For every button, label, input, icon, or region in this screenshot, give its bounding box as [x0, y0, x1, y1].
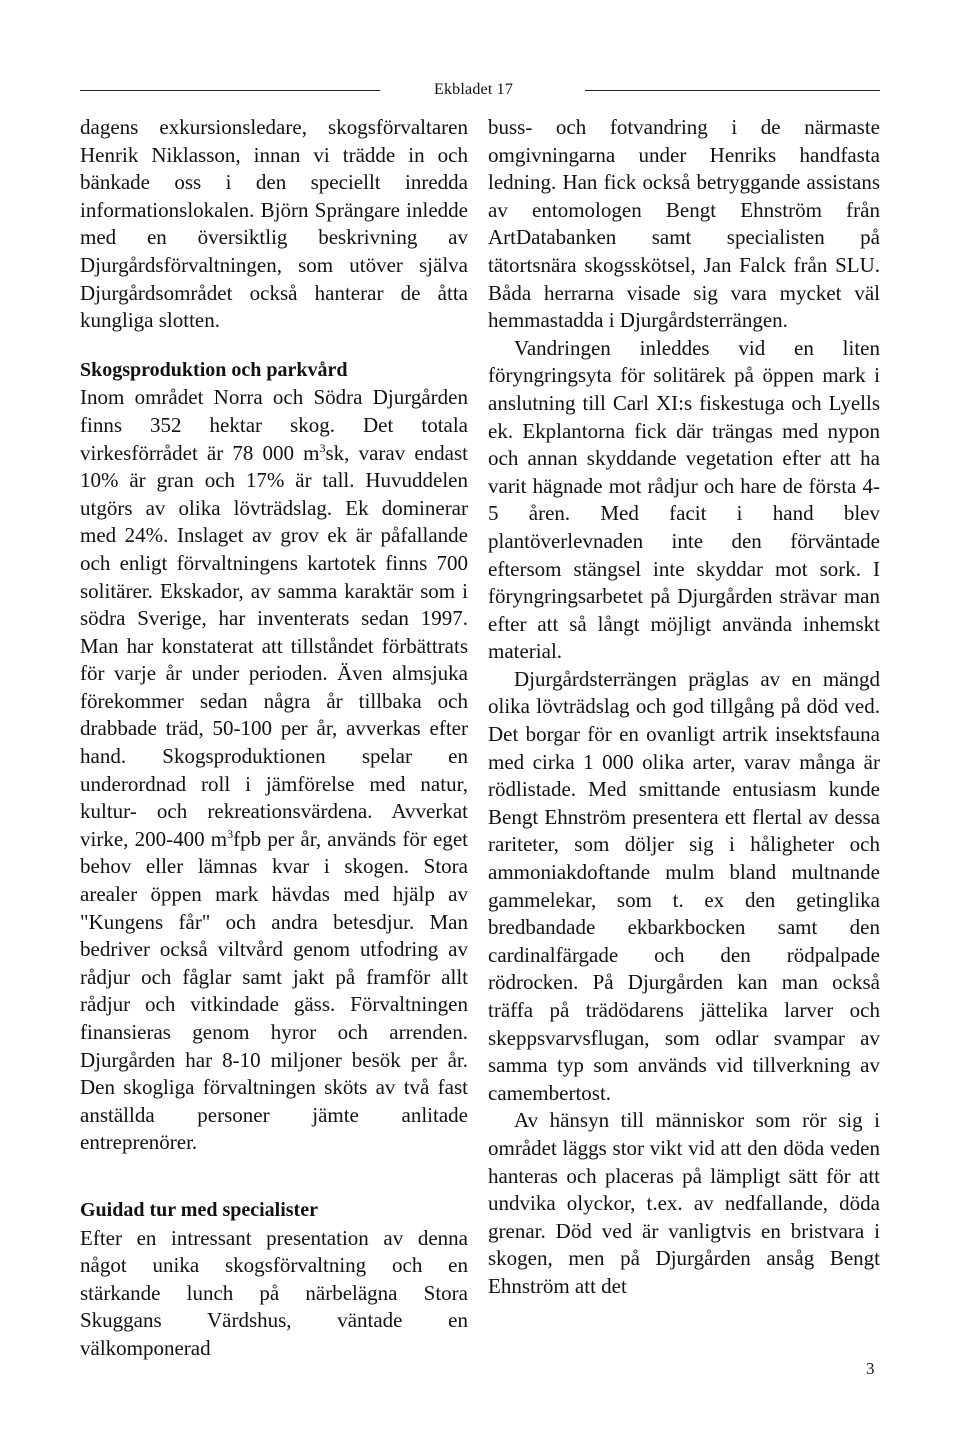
left-paragraph-2 [80, 384, 468, 1157]
page-number: 3 [866, 1359, 875, 1378]
right-column [488, 114, 880, 1301]
superscript: 3 [227, 826, 234, 841]
paragraph-text: Inom området Norra och Södra Djurgården finns 352 hektar skog. Det totala virkesförrådet är 78 000 m [80, 385, 468, 465]
right-paragraph-1: buss- och fotvandring i de närmaste omgivningarna under Henriks handfasta ledning. Han fick också betryggande assistans av entomologen Bengt Ehnström från ArtDatabanken samt specialisten på tätortsnära skogsskötsel, Jan Falck från SLU. Båda herrarna visade sig vara mycket väl hemmastadda i Djurgårdsterrängen. [488, 115, 880, 333]
right-paragraph-2: Vandringen inleddes vid en liten föryngringsyta för solitärek på öppen mark i anslutning till Carl XI:s fiskestuga och Lyells ek. Ekplantorna fick där trängas med nypon och annan skyddande vegetation efter att ha varit hägnade mot rådjur och hare de första 4-5 åren. Med facit i hand blev plantöverlevnaden inte den förväntade eftersom stängsel inte skyddar mot sork. I föryngringsarbetet på Djurgården strävar man efter att så långt möjligt använda inhemskt material. [488, 335, 880, 664]
right-paragraph-4: Av hänsyn till människor som rör sig i området läggs stor vikt vid att den döda veden hanteras och placeras på lämpligt sätt för att undvika olyckor, t.ex. av nedfallande, döda grenar. Död ved är vanligtvis en bristvara i skogen, men på Djurgården ansåg Bengt Ehnström att det [488, 1108, 880, 1298]
page-header [80, 78, 880, 102]
header-rule-right [585, 90, 880, 91]
left-paragraph-3: Efter en intressant presentation av denna något unika skogsförvaltning och en stärkande lunch på närbelägna Stora Skuggans Värdshus, väntade en välkomponerad [80, 1225, 468, 1360]
publication-title: Ekbladet 17 [434, 81, 514, 98]
section-heading-guidad-tur: Guidad tur med specialister [80, 1198, 318, 1221]
left-paragraph-1: dagens exkursionsledare, skogsförvaltaren Henrik Niklasson, innan vi trädde in och bänkade oss i den speciellt inredda informationslokalen. Björn Sprängare inledde med en översiktlig beskrivning av Djurgårdsförvaltningen, som utöver själva Djurgårdsområdet också hanterar de åtta kungliga slotten. [80, 115, 468, 333]
left-column [80, 114, 468, 1363]
section-heading-skogsproduktion: Skogsproduktion och parkvård [80, 358, 348, 381]
header-rule-left [80, 90, 380, 91]
superscript: 3 [319, 440, 326, 455]
paragraph-text: sk, varav endast 10% är gran och 17% är tall. Huvuddelen utgörs av olika lövträdslag. Ek dominerar med 24%. Inslaget av grov ek är påfallande och enligt förvaltningens kartotek finns 700 solitärer. Ekskador, av samma karaktär som i södra Sverige, har inventerats sedan 1997. Man har konstaterat att tillståndet förbättrats för varje år under perioden. Även almsjuka förekommer sedan några år tillbaka och drabbade träd, 50-100 per år, avverkas efter hand. Skogsproduktionen spelar en underordnad roll i jämförelse med natur, kultur- och rekreationsvärdena. Avverkat virke, 200-400 m [80, 440, 468, 851]
right-paragraph-3: Djurgårdsterrängen präglas av en mängd olika lövträdslag och god tillgång på död ved. Det borgar för en ovanligt artrik insektsfauna med cirka 1 000 olika arter, varav många är rödlistade. Med smittande entusiasm kunde Bengt Ehnström presentera ett flertal av dessa rariteter, som döljer sig i håligheter och ammoniakdoftande mulm bland multnande gammelekar, som t. ex den getinglika bredbandade ekbarkbocken samt den cardinalfärgade och den rödpalpade rödrocken. På Djurgården kan man också träffa på trädödarens jättelika larver och skeppsvarvsflugan, som odlar svampar av samma typ som används vid tillverkning av camembertost. [488, 666, 880, 1105]
paragraph-text: fpb per år, används för eget behov eller lämnas kvar i skogen. Stora arealer öppen mark hävdas med hjälp av "Kungens får" och andra betesdjur. Man bedriver också viltvård genom utfodring av rådjur och fåglar samt jakt på framför allt rådjur och vitkindade gäss. Förvaltningen finansieras genom hyror och arrenden. Djurgården har 8-10 miljoner besök per år. Den skogliga förvaltningen sköts av två fast anställda personer jämte anlitade entreprenörer. [80, 826, 469, 1155]
